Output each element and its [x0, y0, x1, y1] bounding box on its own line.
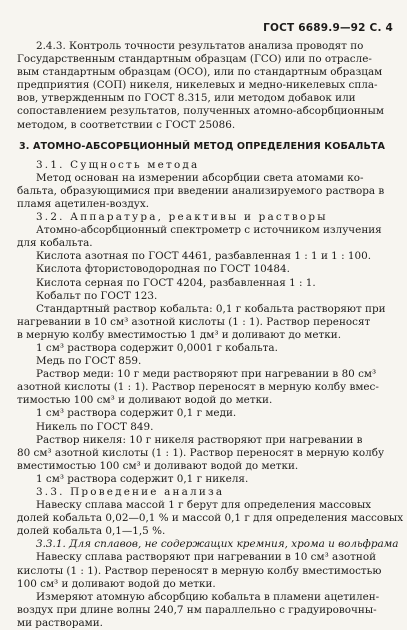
text-line: Медь по ГОСТ 859.: [36, 355, 142, 368]
cobalt-solution: [17, 303, 389, 368]
text-line: Метод основан на измерении абсорбции света атомами ко-: [36, 171, 364, 184]
text-line: пламя ацетилен-воздух.: [17, 197, 149, 210]
text-line: долей кобальта 0,1—1,5 %.: [17, 525, 166, 538]
text-line: Государственным стандартным образцам (ГСО) или по отрасле-: [17, 53, 372, 66]
text-line: 2.4.3. Контроль точности результатов анализа проводят по: [36, 40, 364, 52]
copper-solution: [17, 368, 389, 433]
text-line: 100 см³ и доливают водой до метки.: [17, 577, 216, 590]
text-line: Кислота фтористоводородная по ГОСТ 10484.: [36, 263, 290, 276]
text-line: Навеску сплава массой 1 г берут для определения массовых: [36, 499, 372, 512]
measurement-paragraph: [17, 591, 389, 630]
text-line: вов, утвержденным по ГОСТ 8.315, или методом добавок или: [17, 92, 356, 105]
subsection-title: 3.2. Аппаратура, реактивы и растворы: [36, 211, 328, 224]
page-header: ГОСТ 6689.9—92 С. 4: [263, 22, 393, 34]
text-line: Кислота азотная по ГОСТ 4461, разбавленная 1 : 1 и 1 : 100.: [36, 250, 372, 263]
text-line: Раствор меди: 10 г меди растворяют при нагревании в 80 см³: [36, 368, 377, 381]
text-line: предприятия (СОП) никеля, никелевых и медно-никелевых спла-: [17, 79, 378, 92]
subsection-title: 3.1. Сущность метода: [36, 158, 200, 171]
text-line: тимостью 100 см³ и доливают водой до метки.: [17, 394, 273, 407]
text-line: Навеску сплава растворяют при нагревании в 10 см³ азотной: [36, 551, 377, 564]
text-line: для кобальта.: [17, 237, 93, 250]
text-line: сопоставлением результатов, полученных атомно-абсорбционным: [17, 105, 384, 118]
paragraph-2-4-3: [17, 40, 389, 132]
text-line: Никель по ГОСТ 849.: [36, 420, 154, 433]
text-line: Раствор никеля: 10 г никеля растворяют при нагревании в: [36, 433, 363, 446]
text-line: 1 см³ раствора содержит 0,0001 г кобальта.: [36, 341, 278, 354]
text-line: Кобальт по ГОСТ 123.: [36, 289, 158, 302]
text-line: 1 см³ раствора содержит 0,1 г меди.: [36, 407, 237, 420]
text-line: 80 см³ азотной кислоты (1 : 1). Раствор переносят в мерную колбу: [17, 446, 385, 459]
subsection-title: 3.3.1. Для сплавов, не содержащих кремния, хрома и вольфрама: [36, 538, 399, 551]
text-line: нагревании в 10 см³ азотной кислоты (1 : 1). Раствор переносят: [17, 315, 371, 328]
text-line: вместимостью 100 см³ и доливают водой до метки.: [17, 459, 299, 472]
subsection-title: 3.3. Проведение анализа: [36, 486, 225, 498]
nickel-solution: [17, 434, 389, 486]
subsection-3-3-1: [17, 538, 399, 590]
text-line: 1 см³ раствора содержит 0,1 г никеля.: [36, 472, 249, 485]
subsection-3-2: [17, 211, 389, 303]
text-line: воздух при длине волны 240,7 нм параллельно с градуировочны-: [17, 603, 377, 616]
text-line: азотной кислоты (1 : 1). Раствор переносят в мерную колбу вмес-: [17, 381, 379, 394]
page-content: [17, 40, 404, 630]
text-line: Атомно-абсорбционный спектрометр с источником излучения: [36, 224, 382, 237]
text-line: бальта, образующимися при введении анализируемого раствора в: [17, 184, 385, 197]
text-line: вым стандартным образцам (ОСО), или по стандартным образцам: [17, 66, 383, 79]
text-line: кислоты (1 : 1). Раствор переносят в мерную колбу вместимостью: [17, 564, 382, 577]
text-line: Стандартный раствор кобальта: 0,1 г кобальта растворяют при: [36, 302, 386, 315]
section-3-heading: 3. АТОМНО-АБСОРБЦИОННЫЙ МЕТОД ОПРЕДЕЛЕНИЯ КОБАЛЬТА: [19, 140, 386, 152]
text-line: долей кобальта 0,02—0,1 % и массой 0,1 г для определения массовых: [17, 512, 404, 525]
text-line: Измеряют атомную абсорбцию кобальта в пламени ацетилен-: [36, 590, 380, 603]
subsection-3-1: [17, 159, 389, 211]
subsection-3-3: [17, 486, 404, 538]
text-line: методом, в соответствии с ГОСТ 25086.: [17, 118, 236, 131]
text-line: ми растворами.: [17, 616, 103, 629]
text-line: Кислота серная по ГОСТ 4204, разбавленная 1 : 1.: [36, 276, 316, 289]
text-line: в мерную колбу вместимостью 1 дм³ и доливают до метки.: [17, 328, 342, 341]
